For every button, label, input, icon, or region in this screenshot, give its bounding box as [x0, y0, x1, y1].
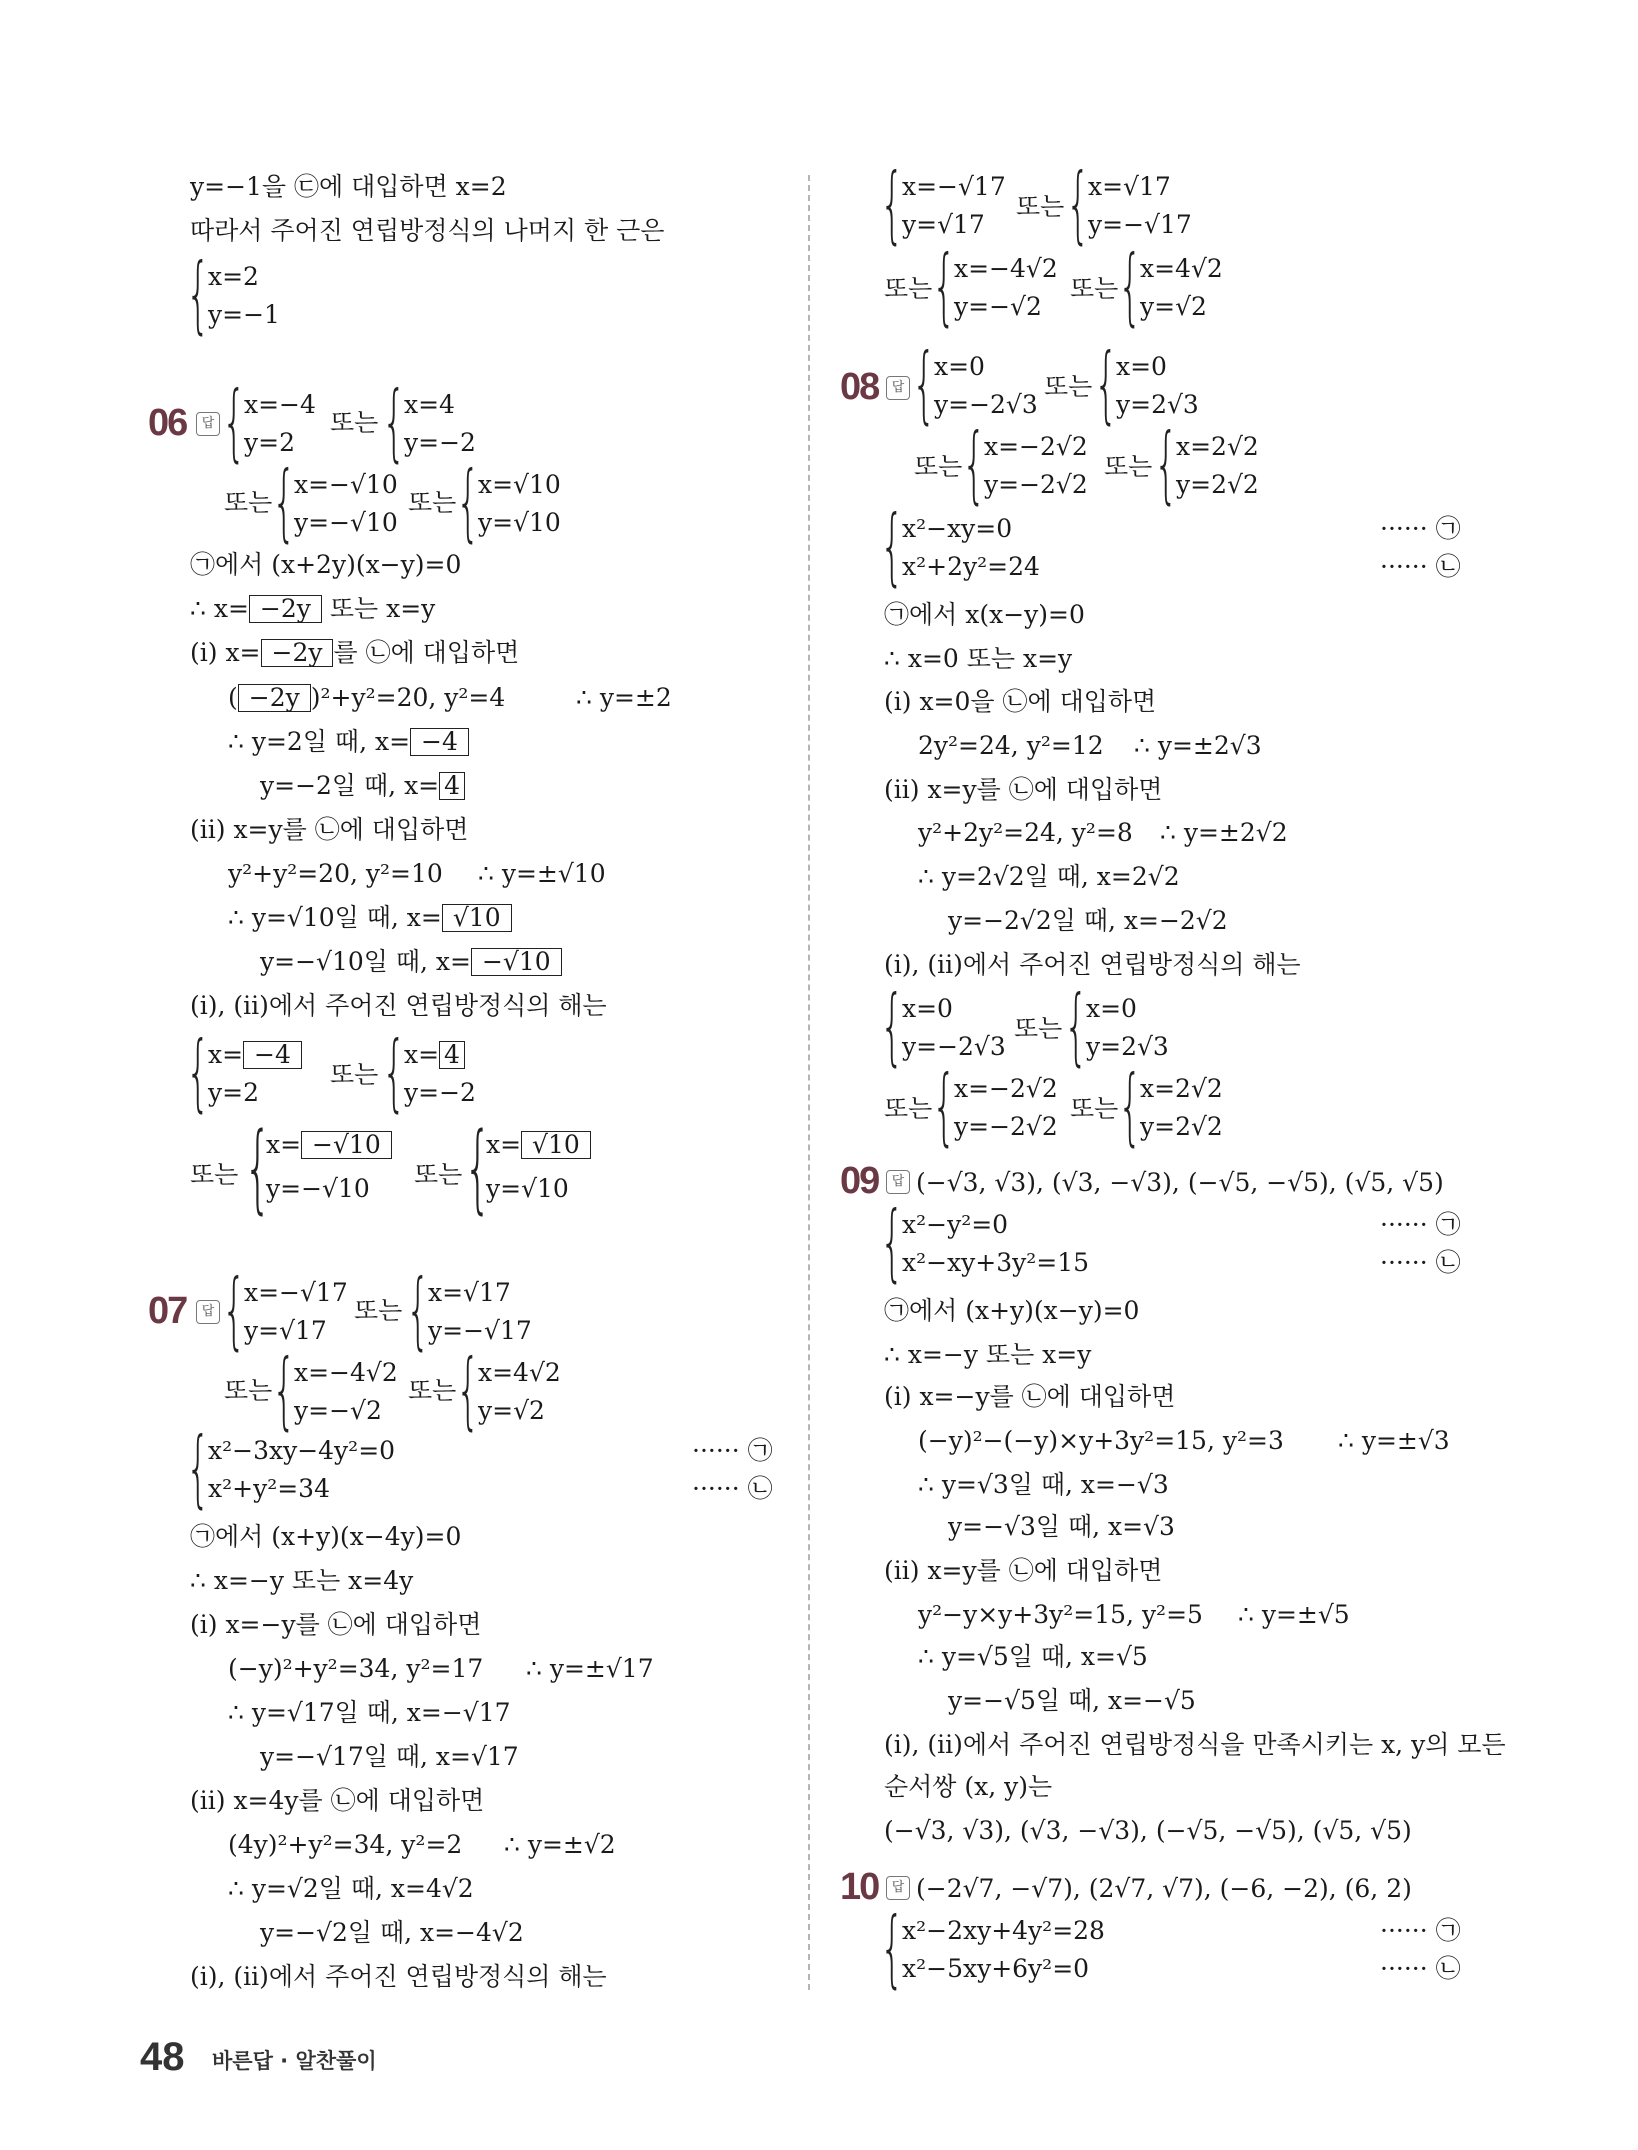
- solution-line: 순서쌍 (x, y)는: [884, 1772, 1053, 1801]
- or-label: 또는: [884, 1094, 933, 1123]
- solution-line: (ⅱ) x=4y를 ㉡에 대입하면: [190, 1786, 485, 1815]
- solution-line: (ⅰ) x=−y를 ㉡에 대입하면: [190, 1610, 482, 1639]
- intro-line-2: 따라서 주어진 연립방정식의 나머지 한 근은: [190, 216, 665, 245]
- or-label: 또는: [354, 1296, 403, 1325]
- answer-text: (−2√7, −√7), (2√7, √7), (−6, −2), (6, 2): [916, 1874, 1412, 1903]
- book-title: 바른답 · 알찬풀이: [212, 2049, 377, 2073]
- solution-line: ∴ x=−y 또는 x=4y: [190, 1566, 414, 1595]
- answer-text: (−√3, √3), (√3, −√3), (−√5, −√5), (√5, √5): [916, 1168, 1444, 1197]
- solution-line: (ⅰ), (ⅱ)에서 주어진 연립방정식의 해는: [190, 991, 607, 1020]
- solution-line: y=−√3일 때, x=√3: [948, 1512, 1175, 1541]
- or-label: 또는: [330, 408, 379, 437]
- or-label: 또는: [224, 1376, 273, 1405]
- blank-box: √10: [442, 904, 512, 932]
- blank-box: −2y: [249, 595, 322, 623]
- equation-marker: ······ ㉡: [1380, 1248, 1461, 1277]
- problem-number-09: 09: [840, 1160, 879, 1202]
- solution-line: (ⅰ) x=0을 ㉡에 대입하면: [884, 687, 1157, 716]
- solution-result: ∴ y=±2√3: [1134, 731, 1262, 760]
- equation-marker: ······ ㉠: [692, 1436, 773, 1465]
- solution-result: ∴ y=±√17: [526, 1654, 654, 1683]
- answer-badge: 답: [886, 1170, 910, 1194]
- solution-line: y=−√5일 때, x=−√5: [948, 1686, 1196, 1715]
- solution-line: (ⅰ), (ⅱ)에서 주어진 연립방정식의 해는: [884, 950, 1301, 979]
- equation-marker: ······ ㉡: [692, 1474, 773, 1503]
- answer-badge: 답: [196, 1300, 220, 1324]
- column-divider: [808, 175, 810, 1990]
- solution-line: ∴ x=−y 또는 x=y: [884, 1340, 1092, 1369]
- or-label: 또는: [1070, 1094, 1119, 1123]
- answer-badge: 답: [196, 412, 220, 436]
- or-label: 또는: [884, 274, 933, 303]
- equation-marker: ······ ㉠: [1380, 1916, 1461, 1945]
- solution-line: (ⅱ) x=y를 ㉡에 대입하면: [884, 1556, 1163, 1585]
- problem-number-06: 06: [148, 402, 187, 444]
- solution-line: ∴ y=2√2일 때, x=2√2: [918, 862, 1180, 891]
- solution-line: ㉠에서 (x+y)(x−4y)=0: [190, 1522, 462, 1551]
- or-label: 또는: [190, 1160, 239, 1189]
- blank-box: −4: [410, 728, 469, 756]
- or-label: 또는: [330, 1060, 379, 1089]
- answer-badge: 답: [886, 376, 910, 400]
- solution-line: 2y²=24, y²=12: [918, 731, 1104, 760]
- solution-result: ∴ y=±√3: [1338, 1426, 1450, 1455]
- solution-line: y=−√10일 때, x= −√10: [260, 947, 562, 977]
- solution-result: ∴ y=±√5: [1238, 1600, 1350, 1629]
- solution-line: ∴ x=0 또는 x=y: [884, 644, 1073, 673]
- solution-line: ( −2y )²+y²=20, y²=4: [228, 683, 506, 712]
- solution-result: ∴ y=±2√2: [1160, 818, 1288, 847]
- or-label: 또는: [408, 1376, 457, 1405]
- equation-marker: ······ ㉡: [1380, 1954, 1461, 1983]
- equation-marker: ······ ㉠: [1380, 514, 1461, 543]
- solution-line: ∴ y=√2일 때, x=4√2: [228, 1874, 474, 1903]
- solution-line: (−√3, √3), (√3, −√3), (−√5, −√5), (√5, √5): [884, 1816, 1412, 1845]
- solution-result: ∴ y=±√10: [478, 859, 606, 888]
- blank-box: √10: [521, 1131, 591, 1159]
- solution-line: (4y)²+y²=34, y²=2: [228, 1830, 463, 1859]
- or-label: 또는: [1044, 372, 1093, 401]
- solution-line: (−y)²−(−y)×y+3y²=15, y²=3: [918, 1426, 1284, 1455]
- intro-line-1: y=−1을 ㉢에 대입하면 x=2: [190, 172, 507, 201]
- solution-line: ∴ y=√3일 때, x=−√3: [918, 1470, 1169, 1499]
- solution-line: y=−√17일 때, x=√17: [260, 1742, 519, 1771]
- blank-box: −2y: [238, 684, 311, 712]
- solution-line: (ⅰ), (ⅱ)에서 주어진 연립방정식의 해는: [190, 1962, 607, 1991]
- solution-line: y²+2y²=24, y²=8: [918, 818, 1133, 847]
- solution-line: ∴ y=√5일 때, x=√5: [918, 1642, 1148, 1671]
- solution-line: ∴ y=√10일 때, x= √10: [228, 903, 512, 933]
- or-label: 또는: [408, 488, 457, 517]
- problem-number-08: 08: [840, 366, 879, 408]
- blank-box: 4: [439, 772, 465, 800]
- solution-line: (ⅱ) x=y를 ㉡에 대입하면: [884, 775, 1163, 804]
- solution-line: ㉠에서 x(x−y)=0: [884, 600, 1085, 629]
- solution-line: (ⅰ), (ⅱ)에서 주어진 연립방정식을 만족시키는 x, y의 모든: [884, 1730, 1506, 1759]
- or-label: 또는: [1104, 452, 1153, 481]
- solution-result: ∴ y=±√2: [504, 1830, 616, 1859]
- blank-box: −2y: [261, 639, 334, 667]
- blank-box: −√10: [471, 948, 562, 976]
- or-label: 또는: [414, 1160, 463, 1189]
- solution-line: ∴ x= −2y 또는 x=y: [190, 594, 436, 623]
- blank-box: −4: [243, 1041, 302, 1069]
- solution-line: ㉠에서 (x+y)(x−y)=0: [884, 1296, 1140, 1325]
- solution-line: y²+y²=20, y²=10: [228, 859, 443, 888]
- solution-line: y²−y×y+3y²=15, y²=5: [918, 1600, 1203, 1629]
- solution-line: (ⅰ) x=−y를 ㉡에 대입하면: [884, 1382, 1176, 1411]
- equation-marker: ······ ㉠: [1380, 1210, 1461, 1239]
- problem-number-07: 07: [148, 1290, 187, 1332]
- solution-line: ∴ y=2일 때, x= −4: [228, 727, 469, 757]
- or-label: 또는: [1016, 192, 1065, 221]
- solution-line: y=−2일 때, x= 4: [260, 771, 465, 801]
- or-label: 또는: [1014, 1014, 1063, 1043]
- solution-line: y=−2√2일 때, x=−2√2: [948, 906, 1228, 935]
- solution-line: (ⅰ) x= −2y 를 ㉡에 대입하면: [190, 638, 520, 667]
- solution-line: (−y)²+y²=34, y²=17: [228, 1654, 484, 1683]
- solution-result: ∴ y=±2: [576, 683, 672, 712]
- solution-line: ∴ y=√17일 때, x=−√17: [228, 1698, 511, 1727]
- equation-marker: ······ ㉡: [1380, 552, 1461, 581]
- or-label: 또는: [224, 488, 273, 517]
- problem-number-10: 10: [840, 1866, 879, 1908]
- answer-badge: 답: [886, 1876, 910, 1900]
- blank-box: −√10: [301, 1131, 392, 1159]
- solution-line: (ⅱ) x=y를 ㉡에 대입하면: [190, 815, 469, 844]
- solution-line: y=−√2일 때, x=−4√2: [260, 1918, 524, 1947]
- or-label: 또는: [1070, 274, 1119, 303]
- blank-box: 4: [439, 1041, 465, 1069]
- page-number: 48: [140, 2035, 185, 2079]
- or-label: 또는: [914, 452, 963, 481]
- solution-line: ㉠에서 (x+2y)(x−y)=0: [190, 550, 462, 579]
